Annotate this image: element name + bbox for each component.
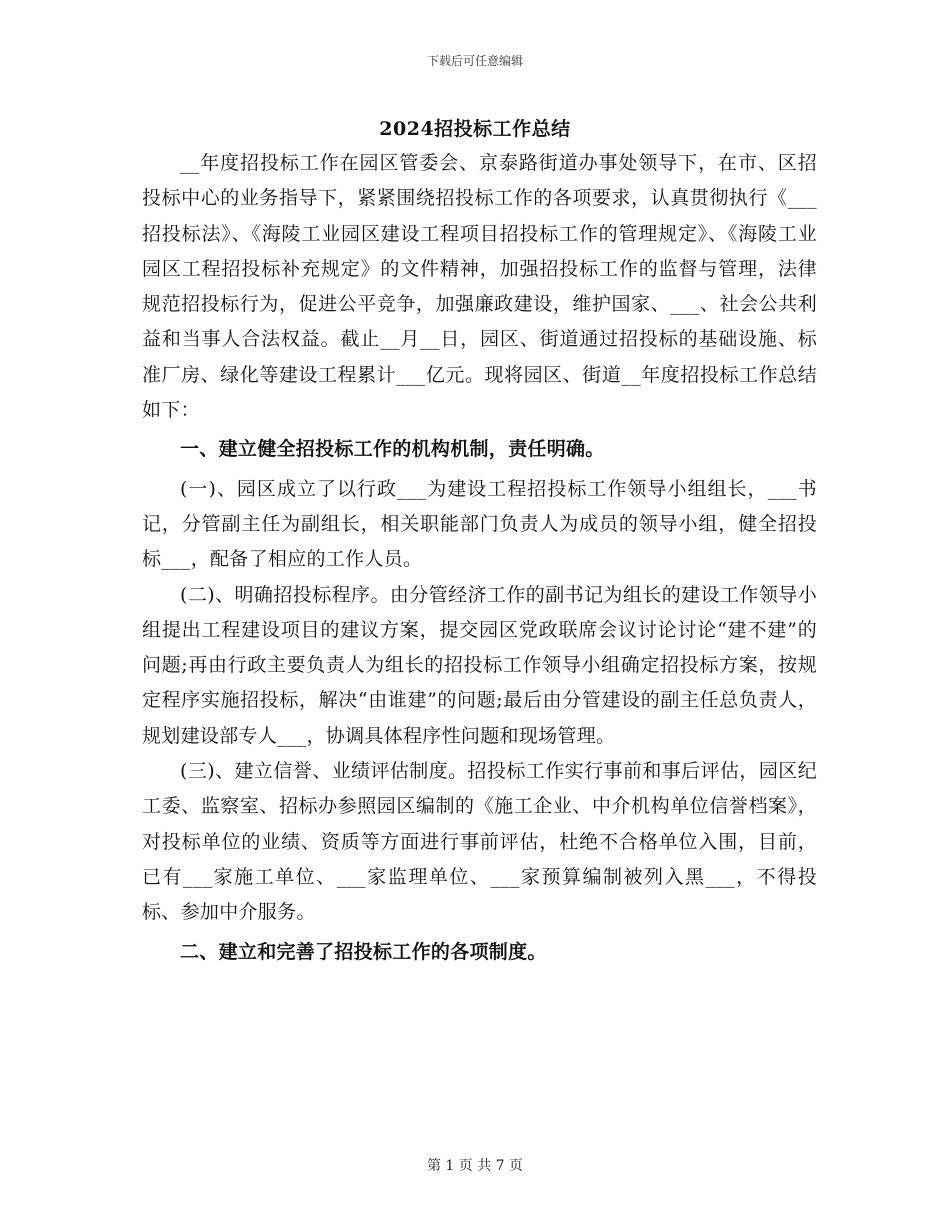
page-header: 下载后可任意编辑 <box>426 54 523 68</box>
page-number: 第 1 页 共 7 页 <box>426 1158 524 1174</box>
section-heading-1: 一、建立健全招投标工作的机构机制，责任明确。 <box>180 438 605 461</box>
intro-paragraph: __年度招投标工作在园区管委会、京泰路街道办事处领导下，在市、区招投标中心的业务指导下，紧紧围绕招投标工作的各项要求，认真贯彻执行《___招投标法》、《海陵工业园区建设工程项目招投标工作的管理规定》、《海陵工业园区工程招投标补充规定》的文件精神，加强招投标工作的监督与管理，法律规范招投标行为，促进公平竞争，加强廉政建设，维护国家、___、社会公共利益和当事人合法权益。截止__月__日，园区、街道通过招投标的基础设施、标准厂房、绿化等建设工程累计___亿元。现将园区、街道__年度招投标工作总结如下： <box>142 152 817 422</box>
subsection-paragraph-1: (一)、园区成立了以行政___为建设工程招投标工作领导小组组长，___书记，分管副主任为副组长，相关职能部门负责人为成员的领导小组，健全招投标___，配备了相应的工作人员。 <box>142 477 817 571</box>
subsection-paragraph-3: (三)、建立信誉、业绩评估制度。招投标工作实行事前和事后评估，园区纪工委、监察室、招标办参照园区编制的《施工企业、中介机构单位信誉档案》，对投标单位的业绩、资质等方面进行事前评估，杜绝不合格单位入围，目前，已有___家施工单位、___家监理单位、___家预算编制被列入黑___，不得投标、参加中介服务。 <box>142 760 817 924</box>
document-title: 2024招投标工作总结 <box>379 118 571 140</box>
subsection-paragraph-2: (二)、明确招投标程序。由分管经济工作的副书记为组长的建设工作领导小组提出工程建设项目的建议方案，提交园区党政联席会议讨论讨论“建不建”的问题;再由行政主要负责人为组长的招投标工作领导小组确定招投标方案，按规定程序实施招投标，解决“由谁建”的问题;最后由分管建设的副主任总负责人，规划建设部专人___，协调具体程序性问题和现场管理。 <box>142 583 817 747</box>
document-body <box>142 146 817 974</box>
section-heading-2: 二、建立和完善了招投标工作的各项制度。 <box>180 940 547 963</box>
